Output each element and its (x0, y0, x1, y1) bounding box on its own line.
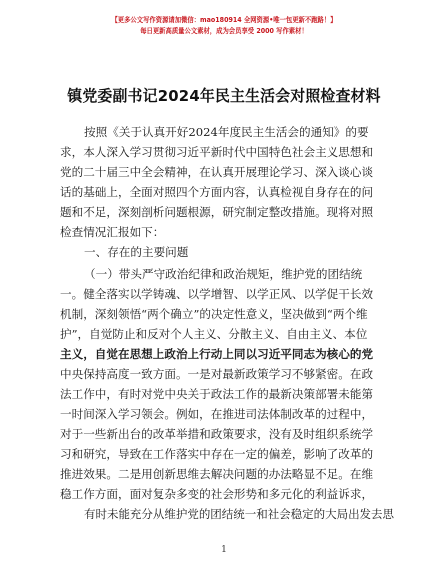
intro-line: 按照《关于认真开好2024年度民主生活会的通知》的要 (84, 125, 369, 139)
section-heading: 一、存在的主要问题 (84, 245, 189, 259)
body-line: 法工作中，有时对党中央关于政法工作的最新决策部署未能第 (60, 387, 374, 401)
body-line: 对于一些新出台的改革举措和政策要求，没有及时组织系统学 (60, 427, 374, 441)
body-line: 推进效果。二是用创新思维去解决问题的办法略显不足。在维 (60, 467, 374, 481)
promo-banner-line-1: 【更多公文写作资源请加微信：mao180914 全网资源•唯一包更新不跑路！】 (111, 16, 337, 24)
body-line: 一时间深入学习领会。例如，在推进司法体制改革的过程中， (60, 407, 374, 421)
intro-line: 党的二十届三中全会精神，在认真开展理论学习、深入谈心谈 (60, 165, 374, 179)
body-line: 习和研究，导致在工作落实中存在一定的偏差，影响了改革的 (60, 447, 374, 461)
body-line: 护”，自觉防止和反对个人主义、分散主义、自由主义、本位 (60, 327, 368, 341)
body-line-emphasis: 主义，自觉在思想上政治上行动上同以习近平同志为核心的党 (60, 347, 374, 361)
body-line: 机制，深刻领悟“两个确立”的决定性意义，坚决做到“两个维 (60, 307, 368, 321)
intro-line: 求，本人深入学习贯彻习近平新时代中国特色社会主义思想和 (60, 145, 374, 159)
document-title: 镇党委副书记2024年民主生活会对照检查材料 (67, 87, 381, 105)
body-line: 一。健全落实以学铸魂、以学增智、以学正风、以学促干长效 (60, 287, 374, 301)
body-line: 有时未能充分从维护党的团结统一和社会稳定的大局出发去思 (84, 507, 395, 521)
intro-line: 检查情况汇报如下： (60, 225, 165, 239)
page-number: 1 (221, 545, 227, 555)
body-line: 稳工作方面，面对复杂多变的社会形势和多元化的利益诉求， (60, 487, 374, 501)
intro-line: 话的基础上，全面对照四个方面内容，认真检视自身存在的问 (60, 185, 374, 199)
subsection-heading: （一）带头严守政治纪律和政治规矩，维护党的团结统 (84, 267, 363, 281)
body-line: 中央保持高度一致方面。一是对最新政策学习不够紧密。在政 (60, 367, 374, 381)
promo-banner-line-2: 每日更新高质量公文素材，成为会员享受 2000 写作素材！ (140, 27, 308, 35)
intro-line: 题和不足，深刻剖析问题根源，研究制定整改措施。现将对照 (60, 205, 374, 219)
